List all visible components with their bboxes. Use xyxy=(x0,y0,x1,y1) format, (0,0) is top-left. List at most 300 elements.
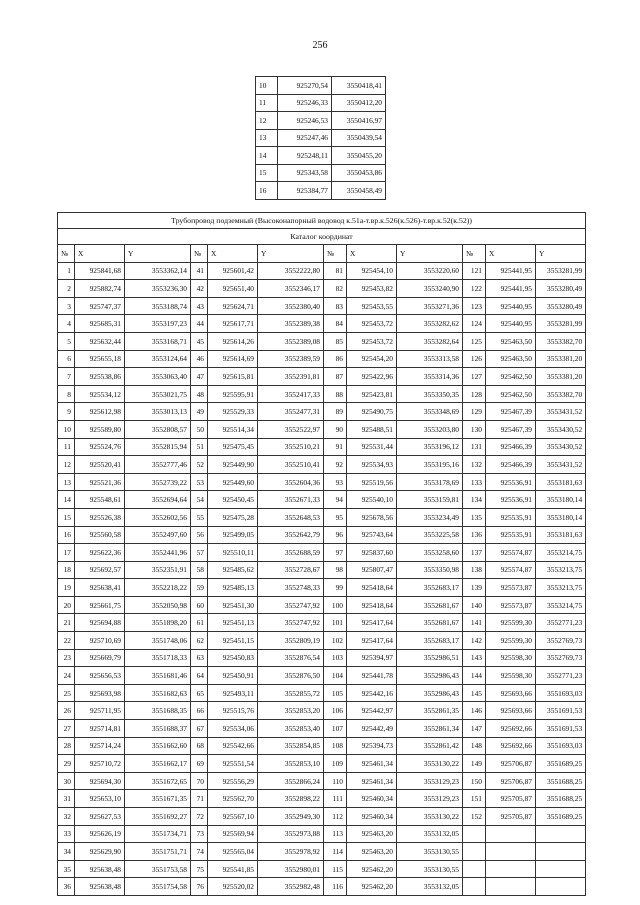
point-number: 12 xyxy=(256,112,278,130)
y-value: 3553280,49 xyxy=(536,280,586,298)
x-value: 925601,42 xyxy=(208,262,258,280)
table-row xyxy=(58,720,586,738)
y-value: 3552898,22 xyxy=(258,790,324,808)
point-number: 53 xyxy=(191,473,208,491)
y-value: 3552522,97 xyxy=(258,420,324,438)
point-number: 66 xyxy=(191,702,208,720)
coordinates-continuation-table xyxy=(255,76,386,200)
x-value: 925515,76 xyxy=(208,702,258,720)
y-value: 3552351,91 xyxy=(125,561,191,579)
point-number: 47 xyxy=(191,368,208,386)
x-value: 925441,95 xyxy=(486,280,536,298)
y-value: 3553180,14 xyxy=(536,508,586,526)
x-value: 925692,66 xyxy=(486,737,536,755)
y-value: 3552694,64 xyxy=(125,491,191,509)
point-number: 32 xyxy=(58,808,75,826)
point-number: 146 xyxy=(463,702,486,720)
point-number: 41 xyxy=(191,262,208,280)
point-number: 13 xyxy=(58,473,75,491)
x-value: 925678,56 xyxy=(347,508,397,526)
y-value: 3551898,20 xyxy=(125,614,191,632)
table-row xyxy=(58,473,586,491)
point-number: 138 xyxy=(463,561,486,579)
y-value xyxy=(536,825,586,843)
y-value: 3553382,70 xyxy=(536,332,586,350)
y-value: 3550412,20 xyxy=(332,94,386,112)
y-value: 3553132,05 xyxy=(397,825,463,843)
point-number: 125 xyxy=(463,332,486,350)
x-value: 925453,72 xyxy=(347,315,397,333)
y-value: 3551718,33 xyxy=(125,649,191,667)
table-row xyxy=(58,280,586,298)
point-number: 116 xyxy=(324,878,347,896)
table-row xyxy=(58,596,586,614)
header-num: № xyxy=(463,245,486,263)
x-value: 925615,81 xyxy=(208,368,258,386)
x-value: 925485,13 xyxy=(208,579,258,597)
x-value: 925450,83 xyxy=(208,649,258,667)
table-row xyxy=(58,649,586,667)
y-value: 3553132,05 xyxy=(397,878,463,896)
point-number: 123 xyxy=(463,297,486,315)
point-number: 13 xyxy=(256,129,278,147)
y-value: 3552728,67 xyxy=(258,561,324,579)
x-value: 925882,74 xyxy=(75,280,125,298)
y-value: 3551688,25 xyxy=(536,790,586,808)
x-value: 925638,41 xyxy=(75,579,125,597)
y-value: 3553381,20 xyxy=(536,368,586,386)
point-number: 115 xyxy=(324,860,347,878)
y-value: 3553213,75 xyxy=(536,561,586,579)
point-number: 69 xyxy=(191,755,208,773)
x-value: 925710,72 xyxy=(75,755,125,773)
y-value: 3552497,60 xyxy=(125,526,191,544)
x-value: 925475,45 xyxy=(208,438,258,456)
point-number: 11 xyxy=(58,438,75,456)
y-value: 3552980,01 xyxy=(258,860,324,878)
y-value: 3553203,80 xyxy=(397,420,463,438)
x-value: 925463,20 xyxy=(347,825,397,843)
point-number: 33 xyxy=(58,825,75,843)
x-value: 925451,15 xyxy=(208,632,258,650)
point-number: 22 xyxy=(58,632,75,650)
point-number: 57 xyxy=(191,544,208,562)
x-value: 925653,10 xyxy=(75,790,125,808)
x-value: 925534,06 xyxy=(208,720,258,738)
point-number: 72 xyxy=(191,808,208,826)
x-value: 925693,98 xyxy=(75,684,125,702)
point-number: 71 xyxy=(191,790,208,808)
x-value: 925475,28 xyxy=(208,508,258,526)
y-value: 3550453,86 xyxy=(332,164,386,182)
header-y: Y xyxy=(258,245,324,263)
table-row xyxy=(58,860,586,878)
x-value: 925629,90 xyxy=(75,843,125,861)
table-row xyxy=(58,878,586,896)
y-value: 3552389,59 xyxy=(258,350,324,368)
point-number: 145 xyxy=(463,684,486,702)
point-number: 70 xyxy=(191,772,208,790)
x-value: 925520,41 xyxy=(75,456,125,474)
x-value: 925423,81 xyxy=(347,385,397,403)
x-value: 925460,34 xyxy=(347,790,397,808)
point-number: 111 xyxy=(324,790,347,808)
point-number: 83 xyxy=(324,297,347,315)
y-value: 3553381,20 xyxy=(536,350,586,368)
x-value: 925614,69 xyxy=(208,350,258,368)
y-value: 3550418,41 xyxy=(332,77,386,95)
point-number: 149 xyxy=(463,755,486,773)
point-number: 101 xyxy=(324,614,347,632)
point-number: 28 xyxy=(58,737,75,755)
table-row xyxy=(58,403,586,421)
header-y: Y xyxy=(536,245,586,263)
point-number: 52 xyxy=(191,456,208,474)
x-value: 925418,64 xyxy=(347,579,397,597)
x-value: 925536,91 xyxy=(486,491,536,509)
point-number: 94 xyxy=(324,491,347,509)
y-value xyxy=(536,843,586,861)
point-number: 109 xyxy=(324,755,347,773)
y-value: 3553168,71 xyxy=(125,332,191,350)
x-value: 925714,24 xyxy=(75,737,125,755)
y-value: 3553280,49 xyxy=(536,297,586,315)
x-value: 925632,44 xyxy=(75,332,125,350)
point-number: 107 xyxy=(324,720,347,738)
point-number: 135 xyxy=(463,508,486,526)
point-number: 132 xyxy=(463,456,486,474)
y-value: 3553225,58 xyxy=(397,526,463,544)
point-number: 58 xyxy=(191,561,208,579)
table-row xyxy=(58,368,586,386)
point-number: 88 xyxy=(324,385,347,403)
y-value xyxy=(536,860,586,878)
x-value: 925569,94 xyxy=(208,825,258,843)
y-value: 3552861,35 xyxy=(397,702,463,720)
y-value: 3551671,35 xyxy=(125,790,191,808)
x-value: 925614,26 xyxy=(208,332,258,350)
point-number: 141 xyxy=(463,614,486,632)
x-value: 925573,87 xyxy=(486,596,536,614)
x-value: 925551,54 xyxy=(208,755,258,773)
y-value: 3553348,69 xyxy=(397,403,463,421)
x-value: 925248,11 xyxy=(278,147,332,165)
point-number: 43 xyxy=(191,297,208,315)
point-number: 73 xyxy=(191,825,208,843)
x-value: 925514,34 xyxy=(208,420,258,438)
header-x: X xyxy=(486,245,536,263)
x-value: 925499,05 xyxy=(208,526,258,544)
y-value: 3552389,08 xyxy=(258,332,324,350)
y-value: 3550439,54 xyxy=(332,129,386,147)
x-value: 925270,54 xyxy=(278,77,332,95)
y-value: 3550455,20 xyxy=(332,147,386,165)
x-value: 925441,95 xyxy=(486,262,536,280)
x-value: 925247,46 xyxy=(278,129,332,147)
header-num: № xyxy=(191,245,208,263)
table-row xyxy=(58,456,586,474)
table-row xyxy=(58,808,586,826)
x-value: 925638,48 xyxy=(75,860,125,878)
point-number: 93 xyxy=(324,473,347,491)
point-number: 126 xyxy=(463,350,486,368)
y-value: 3552688,59 xyxy=(258,544,324,562)
table-row xyxy=(256,94,386,112)
x-value: 925535,91 xyxy=(486,508,536,526)
x-value: 925627,53 xyxy=(75,808,125,826)
point-number xyxy=(463,878,486,896)
y-value: 3553281,99 xyxy=(536,315,586,333)
y-value: 3553282,64 xyxy=(397,332,463,350)
y-value: 3552602,56 xyxy=(125,508,191,526)
y-value: 3552671,33 xyxy=(258,491,324,509)
y-value: 3552222,80 xyxy=(258,262,324,280)
point-number: 2 xyxy=(58,280,75,298)
coordinate-catalog-body xyxy=(58,213,586,896)
point-number: 34 xyxy=(58,843,75,861)
table-row xyxy=(58,544,586,562)
x-value: 925626,19 xyxy=(75,825,125,843)
x-value: 925462,20 xyxy=(347,878,397,896)
y-value: 3552777,46 xyxy=(125,456,191,474)
point-number: 11 xyxy=(256,94,278,112)
y-value: 3550458,49 xyxy=(332,182,386,200)
table-row xyxy=(58,526,586,544)
x-value: 925246,53 xyxy=(278,112,332,130)
table-row xyxy=(58,790,586,808)
y-value: 3553130,55 xyxy=(397,860,463,878)
x-value: 925535,91 xyxy=(486,526,536,544)
table-row xyxy=(58,561,586,579)
y-value: 3552853,40 xyxy=(258,720,324,738)
y-value: 3551688,25 xyxy=(536,772,586,790)
x-value: 925542,66 xyxy=(208,737,258,755)
point-number: 122 xyxy=(463,280,486,298)
y-value: 3552683,17 xyxy=(397,632,463,650)
point-number: 121 xyxy=(463,262,486,280)
point-number: 114 xyxy=(324,843,347,861)
table-row xyxy=(58,632,586,650)
y-value: 3553196,12 xyxy=(397,438,463,456)
x-value: 925573,87 xyxy=(486,579,536,597)
x-value xyxy=(486,860,536,878)
x-value: 925466,39 xyxy=(486,456,536,474)
point-number: 98 xyxy=(324,561,347,579)
x-value: 925540,10 xyxy=(347,491,397,509)
x-value: 925612,98 xyxy=(75,403,125,421)
y-value: 3553130,22 xyxy=(397,808,463,826)
point-number: 25 xyxy=(58,684,75,702)
point-number: 54 xyxy=(191,491,208,509)
x-value: 925463,50 xyxy=(486,332,536,350)
point-number: 61 xyxy=(191,614,208,632)
point-number: 90 xyxy=(324,420,347,438)
y-value: 3551693,03 xyxy=(536,737,586,755)
y-value: 3552642,79 xyxy=(258,526,324,544)
point-number: 151 xyxy=(463,790,486,808)
point-number: 5 xyxy=(58,332,75,350)
y-value: 3552747,92 xyxy=(258,596,324,614)
x-value: 925743,64 xyxy=(347,526,397,544)
header-y: Y xyxy=(125,245,191,263)
x-value: 925454,10 xyxy=(347,262,397,280)
y-value: 3552861,34 xyxy=(397,720,463,738)
x-value: 925669,79 xyxy=(75,649,125,667)
point-number: 10 xyxy=(58,420,75,438)
y-value: 3552748,33 xyxy=(258,579,324,597)
point-number: 133 xyxy=(463,473,486,491)
point-number: 112 xyxy=(324,808,347,826)
point-number: 49 xyxy=(191,403,208,421)
x-value: 925450,91 xyxy=(208,667,258,685)
x-value: 925841,68 xyxy=(75,262,125,280)
y-value: 3551751,71 xyxy=(125,843,191,861)
point-number: 31 xyxy=(58,790,75,808)
y-value: 3553197,23 xyxy=(125,315,191,333)
x-value: 925485,62 xyxy=(208,561,258,579)
point-number: 110 xyxy=(324,772,347,790)
y-value: 3553129,23 xyxy=(397,772,463,790)
x-value: 925521,36 xyxy=(75,473,125,491)
table-row xyxy=(256,129,386,147)
y-value: 3552510,41 xyxy=(258,456,324,474)
y-value: 3551691,53 xyxy=(536,720,586,738)
x-value: 925837,60 xyxy=(347,544,397,562)
x-value: 925548,61 xyxy=(75,491,125,509)
y-value: 3552218,22 xyxy=(125,579,191,597)
point-number: 16 xyxy=(256,182,278,200)
point-number: 103 xyxy=(324,649,347,667)
point-number: 1 xyxy=(58,262,75,280)
point-number: 82 xyxy=(324,280,347,298)
y-value: 3551689,25 xyxy=(536,755,586,773)
y-value: 3553220,60 xyxy=(397,262,463,280)
point-number: 15 xyxy=(256,164,278,182)
x-value: 925807,47 xyxy=(347,561,397,579)
point-number: 17 xyxy=(58,544,75,562)
point-number xyxy=(463,825,486,843)
x-value: 925624,71 xyxy=(208,297,258,315)
point-number: 26 xyxy=(58,702,75,720)
y-value: 3553214,75 xyxy=(536,596,586,614)
x-value: 925595,91 xyxy=(208,385,258,403)
x-value: 925451,30 xyxy=(208,596,258,614)
point-number: 97 xyxy=(324,544,347,562)
header-x: X xyxy=(208,245,258,263)
y-value: 3553313,58 xyxy=(397,350,463,368)
table-row xyxy=(58,579,586,597)
point-number: 10 xyxy=(256,77,278,95)
y-value: 3553258,60 xyxy=(397,544,463,562)
y-value: 3553234,49 xyxy=(397,508,463,526)
point-number: 16 xyxy=(58,526,75,544)
table-row xyxy=(58,755,586,773)
y-value: 3551754,58 xyxy=(125,878,191,896)
point-number: 105 xyxy=(324,684,347,702)
point-number: 130 xyxy=(463,420,486,438)
y-value: 3551734,71 xyxy=(125,825,191,843)
y-value: 3551688,37 xyxy=(125,720,191,738)
point-number: 44 xyxy=(191,315,208,333)
x-value: 925693,66 xyxy=(486,684,536,702)
point-number: 75 xyxy=(191,860,208,878)
x-value: 925394,97 xyxy=(347,649,397,667)
x-value: 925442,97 xyxy=(347,702,397,720)
y-value: 3552853,20 xyxy=(258,702,324,720)
x-value: 925622,36 xyxy=(75,544,125,562)
x-value: 925526,38 xyxy=(75,508,125,526)
point-number: 87 xyxy=(324,368,347,386)
x-value: 925453,82 xyxy=(347,280,397,298)
point-number: 99 xyxy=(324,579,347,597)
y-value: 3551662,60 xyxy=(125,737,191,755)
x-value: 925536,91 xyxy=(486,473,536,491)
y-value: 3551689,25 xyxy=(536,808,586,826)
table-row xyxy=(58,297,586,315)
point-number: 23 xyxy=(58,649,75,667)
x-value: 925705,87 xyxy=(486,808,536,826)
point-number: 55 xyxy=(191,508,208,526)
x-value: 925541,85 xyxy=(208,860,258,878)
header-x: X xyxy=(75,245,125,263)
table-row xyxy=(58,491,586,509)
point-number: 102 xyxy=(324,632,347,650)
x-value: 925524,76 xyxy=(75,438,125,456)
point-number: 128 xyxy=(463,385,486,403)
point-number: 148 xyxy=(463,737,486,755)
x-value: 925467,39 xyxy=(486,403,536,421)
y-value: 3552876,54 xyxy=(258,649,324,667)
point-number: 29 xyxy=(58,755,75,773)
y-value: 3551748,06 xyxy=(125,632,191,650)
y-value: 3553214,75 xyxy=(536,544,586,562)
x-value: 925531,44 xyxy=(347,438,397,456)
table-row xyxy=(58,508,586,526)
point-number: 108 xyxy=(324,737,347,755)
y-value: 3552982,48 xyxy=(258,878,324,896)
point-number: 150 xyxy=(463,772,486,790)
point-number: 15 xyxy=(58,508,75,526)
table-row xyxy=(58,332,586,350)
x-value: 925574,87 xyxy=(486,544,536,562)
point-number: 147 xyxy=(463,720,486,738)
x-value: 925462,50 xyxy=(486,368,536,386)
y-value: 3552855,72 xyxy=(258,684,324,702)
y-value: 3553188,74 xyxy=(125,297,191,315)
point-number: 76 xyxy=(191,878,208,896)
catalog-subtitle: Каталог координат xyxy=(58,229,586,245)
point-number: 92 xyxy=(324,456,347,474)
point-number: 60 xyxy=(191,596,208,614)
y-value: 3553236,30 xyxy=(125,280,191,298)
y-value: 3551681,46 xyxy=(125,667,191,685)
point-number: 142 xyxy=(463,632,486,650)
y-value: 3553195,16 xyxy=(397,456,463,474)
x-value: 925442,49 xyxy=(347,720,397,738)
point-number: 144 xyxy=(463,667,486,685)
table-row xyxy=(58,737,586,755)
header-num: № xyxy=(58,245,75,263)
x-value: 925529,33 xyxy=(208,403,258,421)
point-number: 4 xyxy=(58,315,75,333)
header-y: Y xyxy=(397,245,463,263)
point-number xyxy=(463,860,486,878)
x-value: 925451,13 xyxy=(208,614,258,632)
point-number: 84 xyxy=(324,315,347,333)
y-value: 3553431,52 xyxy=(536,403,586,421)
x-value: 925461,34 xyxy=(347,755,397,773)
point-number: 14 xyxy=(256,147,278,165)
